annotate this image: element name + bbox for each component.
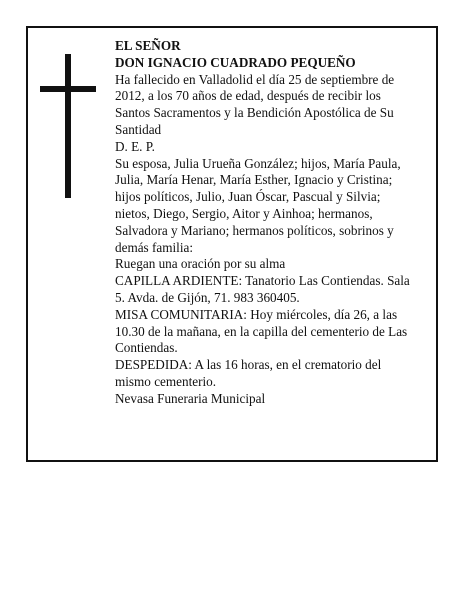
notice-title: EL SEÑOR — [115, 38, 181, 53]
latin-cross-icon — [40, 54, 96, 198]
prayer-request: Ruegan una oración por su alma — [115, 256, 286, 272]
funeral-home: Nevasa Funeraria Municipal — [115, 390, 266, 406]
mass-info: MISA COMUNITARIA: Hoy miércoles, día 26, a las 10.30 de la mañana, en la capilla del cementerio de Las Contiendas. — [115, 306, 408, 356]
chapel-info: CAPILLA ARDIENTE: Tanatorio Las Contiendas. Sala 5. Avda. de Gijón, 71. 983 360405. — [115, 273, 410, 305]
deceased-name: DON IGNACIO CUADRADO PEQUEÑO — [115, 54, 356, 70]
obituary-text — [115, 38, 415, 408]
death-announcement: Ha fallecido en Valladolid el día 25 de septiembre de 2012, a los 70 años de edad, después de recibir los Santos Sacramentos y la Bendición Apostólica de Su Santidad — [115, 71, 395, 137]
cross-horizontal-bar — [40, 86, 96, 92]
farewell-info: DESPEDIDA: A las 16 horas, en el crematorio del mismo cementerio. — [115, 357, 382, 389]
cross-vertical-bar — [65, 54, 71, 198]
family-list: Su esposa, Julia Urueña González; hijos, María Paula, Julia, María Henar, María Esther, Ignacio y Cristina; hijos políticos, Julio, Juan Óscar, Pascual y Silvia; nietos, Diego, Sergio, Aitor y Ainhoa; hermanos, Salvadora y Mariano; hermanos políticos, sobrinos y demás familia: — [115, 155, 401, 255]
rip-line: D. E. P. — [115, 138, 155, 154]
